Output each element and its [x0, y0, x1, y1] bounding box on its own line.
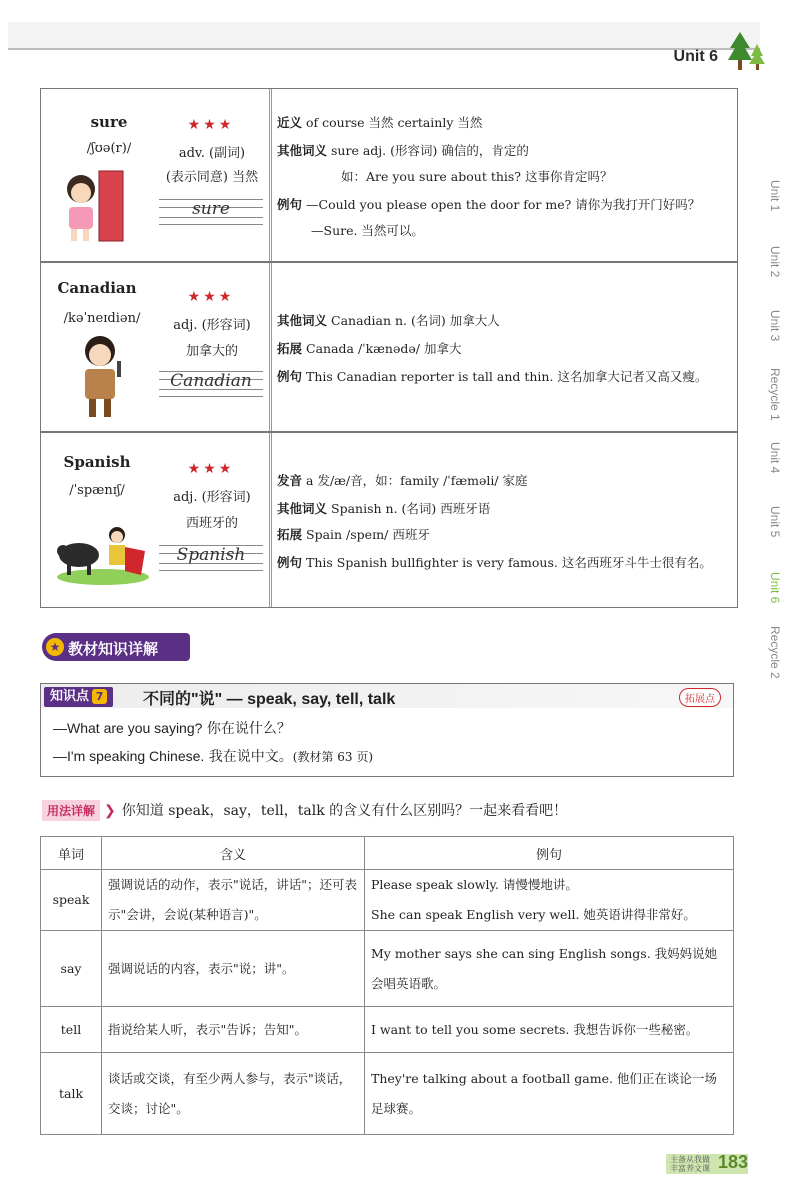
footer-slogan-2: 丰富养文课 — [670, 1164, 710, 1173]
page-header — [0, 0, 800, 70]
def-label: 其他词义 — [277, 143, 328, 158]
knowledge-tag-label: 知识点 — [50, 689, 90, 704]
knowledge-number: 7 — [92, 689, 107, 704]
knowledge-title: 不同的"说" — speak, say, tell, talk — [143, 691, 396, 708]
def-label: 其他词义 — [277, 501, 328, 516]
def-text: Spanish n. (名词) 西班牙语 — [331, 501, 491, 516]
usage-tag: 用法详解 — [42, 800, 100, 821]
part-of-speech: adj. (形容词) — [173, 490, 251, 505]
side-tab-unit-5[interactable]: Unit 5 — [768, 506, 782, 538]
page-number: 183 — [718, 1152, 749, 1172]
side-tab-unit-2[interactable]: Unit 2 — [768, 246, 782, 278]
word-english: sure — [90, 113, 128, 131]
side-tab-unit-1[interactable]: Unit 1 — [768, 180, 782, 212]
example-chinese: 你在说什么？ — [206, 721, 291, 737]
word-phonetic: /kəˈneɪdiən/ — [63, 311, 141, 326]
def-line — [277, 195, 700, 213]
example-sentence: I want to tell you some secrets. 我想告诉你一些秘密。 — [371, 1021, 699, 1037]
def-label: 例句 — [277, 197, 303, 212]
def-label: 拓展 — [277, 341, 303, 356]
usage-text: 你知道 speak，say，tell，talk 的含义有什么区别吗？一起来看看吧！ — [121, 803, 568, 819]
table-cell-meaning: 指说给某人听，表示"告诉；告知"。 — [102, 1007, 365, 1053]
section-title: 教材知识详解 — [68, 640, 159, 658]
def-label: 近义 — [277, 115, 303, 130]
extension-badge: 拓展点 — [679, 688, 721, 707]
example-sentence: My mother says she can sing English songs. 我妈妈说她会唱英语歌。 — [371, 945, 718, 991]
word-phonetic: /ˈspænɪʃ/ — [69, 483, 125, 498]
word-english: Spanish — [63, 453, 131, 471]
def-line — [277, 141, 529, 159]
footer-slogan — [670, 1155, 710, 1173]
section-banner — [42, 633, 190, 661]
word-card-left — [41, 89, 269, 261]
handwriting-word: sure — [192, 199, 230, 219]
example-chinese: 我在说中文。 — [208, 749, 293, 765]
comparison-table — [40, 836, 734, 1135]
def-label: 发音 — [277, 473, 303, 488]
word-card-spanish — [40, 432, 738, 608]
usage-intro — [42, 800, 567, 821]
def-text: This Canadian reporter is tall and thin. 这名加拿大记者又高又瘦。 — [306, 369, 708, 384]
table-cell-example — [365, 1007, 734, 1053]
star-icon: ★ — [46, 638, 64, 656]
handwriting-word: Spanish — [176, 545, 246, 565]
table-row — [41, 1053, 734, 1135]
column-header-word: 单词 — [41, 837, 102, 870]
table-cell-example — [365, 1053, 734, 1135]
writing-lines — [159, 543, 263, 571]
table-cell-meaning: 强调说话的内容，表示"说；讲"。 — [102, 931, 365, 1007]
def-text: —Sure. 当然可以。 — [311, 223, 424, 238]
def-line — [311, 221, 424, 239]
example-line-2 — [53, 746, 373, 766]
card-divider — [269, 89, 272, 261]
side-tab-recycle-2[interactable]: Recycle 2 — [768, 626, 782, 679]
def-line — [277, 525, 430, 543]
def-label: 其他词义 — [277, 313, 328, 328]
card-divider — [269, 263, 272, 431]
girl-with-door-illustration — [59, 163, 129, 247]
table-header-row — [41, 837, 734, 870]
knowledge-point-header — [41, 684, 733, 708]
word-meaning: (表示同意) 当然 — [165, 170, 259, 185]
side-tab-unit-6[interactable]: Unit 6 — [768, 572, 782, 604]
table-cell-word: talk — [41, 1053, 102, 1135]
arrow-icon: ❯ — [104, 803, 116, 819]
def-line — [277, 367, 707, 385]
table-cell-word: speak — [41, 870, 102, 931]
def-label: 拓展 — [277, 527, 303, 542]
column-header-example: 例句 — [365, 837, 734, 870]
table-cell-example — [365, 931, 734, 1007]
star-rating: ★★★ — [187, 289, 235, 305]
def-text: This Spanish bullfighter is very famous. 这名西班牙斗牛士很有名。 — [306, 555, 712, 570]
def-line — [277, 339, 461, 357]
def-text: 如：Are you sure about this? 这事你肯定吗？ — [341, 169, 613, 184]
table-cell-word: say — [41, 931, 102, 1007]
def-label: 例句 — [277, 555, 303, 570]
word-meaning: 加拿大的 — [185, 344, 238, 359]
def-text: Canadian n. (名词) 加拿大人 — [331, 313, 500, 328]
def-line — [277, 471, 528, 489]
example-english: —I'm speaking Chinese. — [53, 748, 205, 764]
page-number-badge — [666, 1146, 766, 1176]
tree-icon — [726, 30, 766, 72]
def-line — [277, 311, 500, 329]
def-text: Spain /speɪn/ 西班牙 — [306, 527, 430, 542]
def-text: a 发/æ/音，如：family /ˈfæməli/ 家庭 — [306, 473, 528, 488]
table-cell-meaning: 谈话或交谈，有至少两人参与，表示"谈话，交谈；讨论"。 — [102, 1053, 365, 1135]
side-tab-recycle-1[interactable]: Recycle 1 — [768, 368, 782, 421]
table-cell-meaning: 强调说话的动作，表示"说话，讲话"；还可表示"会讲，会说(某种语言)"。 — [102, 870, 365, 931]
writing-lines — [159, 369, 263, 397]
table-row — [41, 931, 734, 1007]
side-tab-unit-4[interactable]: Unit 4 — [768, 442, 782, 474]
def-text: of course 当然 certainly 当然 — [306, 115, 483, 130]
def-line — [277, 499, 490, 517]
word-card-sure — [40, 88, 738, 262]
bullfighter-illustration — [53, 521, 151, 585]
knowledge-point-box — [40, 683, 734, 777]
knowledge-point-tag — [44, 687, 113, 707]
table-cell-word: tell — [41, 1007, 102, 1053]
part-of-speech: adj. (形容词) — [173, 318, 251, 333]
star-rating: ★★★ — [187, 461, 235, 477]
handwriting-word: Canadian — [170, 371, 252, 391]
example-line-1 — [53, 718, 291, 738]
footer-slogan-1: 主备从我做 — [670, 1155, 710, 1164]
example-english: —What are you saying? — [53, 720, 203, 736]
writing-lines — [159, 197, 263, 225]
def-text: sure adj. (形容词) 确信的，肯定的 — [331, 143, 529, 158]
table-row — [41, 1007, 734, 1053]
def-text: Canada /ˈkænədə/ 加拿大 — [306, 341, 462, 356]
example-sentence: She can speak English very well. 她英语讲得非常好。 — [371, 907, 696, 922]
word-card-canadian — [40, 262, 738, 432]
textbook-page-note: (教材第 63 页) — [292, 750, 374, 764]
example-sentence: Please speak slowly. 请慢慢地讲。 — [371, 877, 578, 892]
def-line — [341, 167, 613, 185]
def-line — [277, 553, 712, 571]
table-cell-example — [365, 870, 734, 931]
card-divider — [269, 433, 272, 607]
unit-title: Unit 6 — [673, 48, 718, 65]
header-bar — [8, 22, 760, 50]
word-phonetic: /ʃʊə(r)/ — [86, 141, 132, 156]
table-row — [41, 870, 734, 931]
def-line — [277, 113, 482, 131]
word-meaning: 西班牙的 — [185, 516, 238, 531]
part-of-speech: adv. (副词) — [178, 146, 246, 161]
word-card-left — [41, 433, 269, 607]
word-card-left — [41, 263, 269, 431]
def-label: 例句 — [277, 369, 303, 384]
reporter-girl-illustration — [67, 331, 137, 421]
side-tab-unit-3[interactable]: Unit 3 — [768, 310, 782, 342]
column-header-meaning: 含义 — [102, 837, 365, 870]
def-text: —Could you please open the door for me? 请你为我打开门好吗？ — [306, 197, 701, 212]
word-english: Canadian — [57, 279, 137, 297]
example-sentence: They're talking about a football game. 他们正在谈论一场足球赛。 — [371, 1070, 717, 1116]
star-rating: ★★★ — [187, 117, 235, 133]
